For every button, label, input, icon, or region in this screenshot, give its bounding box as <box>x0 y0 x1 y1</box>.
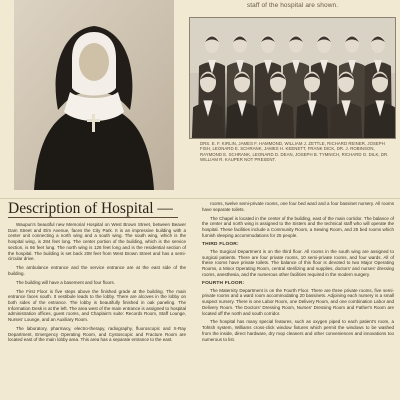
right-text-column <box>202 201 394 345</box>
body-paragraph: The ambulance entrance and the service entrance are at the east side of the building. <box>8 265 186 276</box>
body-paragraph: The building will have a basement and four floors. <box>16 279 116 285</box>
staff-photo-caption: DRS. E. F. KIRLIN, JAMES F. HAMMOND, WILLIAM J. ZETTLE, RICHARD REINER, JOSEPH FISH, LEONARD E. SCHRANK, JAMES H. KEENETT, FRANK DICK, DR. J. ROBINSON, RAYMOND E. SCHRANK, LEONARD D. DEAN, JOSEPH B. TYMNICH, RICHARD O. DILK, DR. WILLIAM R. KAUPER NOT PRESENT. <box>200 141 389 162</box>
fold-line <box>0 198 400 199</box>
body-paragraph: Waupun's beautiful new Memorial Hospital on West Brown Street, between Beaver Dam Street and Elm Avenue, faces the City Park. It is an impressive building with a center unit connecting a north wing and a south wing. The south wing, which is the hospital wing, is 284 feet long. The center portion of the building, which is the service section, is 66 feet long. The north wing is 126 feet long and is the residential section of the hospital. The building is set back 208 feet from West Brown Street and has a semi-circular drive. <box>8 222 186 262</box>
body-paragraph: The Surgical Department is on the third floor. All rooms in the south wing are assigned to surgical patients. There are four private rooms, 10 semi-private rooms, and four wards. All of these rooms have private toilets. The balance of this floor is devoted to two Major Operating Rooms, a Minor Operating Room, central sterilizing and supplies, doctors' and nurses' dressing rooms, anesthesia, and the numerous other facilities required in the modern surgery. <box>202 248 394 277</box>
body-paragraph: The First Floor is five steps above the finished grade at the building. The main entrance faces south. It vestibule leads to the lobby. There are alcoves in the lobby on both sides of the entrance. The lobby is beautifully finished in oak paneling. The Information Desk is at the left. The area west of the main entrance is assigned to hospital administration offices, guest rooms, and Chaplain's suite: Records Room, Staff Lounge, Nurses' Lounge, and an Auxiliary Room. <box>8 288 186 323</box>
body-paragraph: The laboratory, pharmacy, electro-therapy, radiography, fluoroscopic and X-Ray Department, Emergency Operating Room, and Cystoscopic and Fracture Room are located east of the main lobby area. This area has a separate entrance to the east. <box>8 326 186 343</box>
body-paragraph: The Maternity Department is on the Fourth Floor. There are three private rooms, five semi-private rooms and a ward room accommodating 20 bassinets. Adjoining each nursery is a small suspect nursery. There is one Labor Room, one Delivery Room, and one combination Labor and Delivery Room. The Doctors' Dressing Room, Nurses' Dressing Room and Father's Room are located off the north and south corridor. <box>202 287 394 316</box>
top-caption: staff of the hospital are shown. <box>246 2 339 9</box>
photo-sister <box>14 0 174 190</box>
body-paragraph: The hospital has many special features, such as oxygen piped to each patient's room, a Tohtsh system, Williams cross-click window fixtures which permit the windows to be washed from the inside, direct hardware, dry mop cleaners and other conveniences and innovations too numerous to list. <box>202 319 394 342</box>
medical-staff-group-image <box>190 18 395 138</box>
floor-heading: THIRD FLOOR: <box>202 241 239 247</box>
section-title: Description of Hospital — <box>8 200 173 217</box>
title-underline <box>8 217 178 218</box>
left-text-column <box>8 222 186 346</box>
sister-portrait-image <box>14 0 174 190</box>
floor-heading: FOURTH FLOOR: <box>202 280 245 286</box>
photo-medical-staff <box>189 17 396 139</box>
body-paragraph: rooms, twelve semi-private rooms, one four bed ward and a four bassinet nursery. All rooms have separate toilets. <box>202 201 394 212</box>
body-paragraph: The Chapel is located in the center of the building, east of the main corridor. The balance of the center and north wing is assigned to the Sisters and the technical staff who will operate the hospital. These facilities include a Community Room, a Sewing Room, and 25 bed rooms which furnish sleeping accommodations for 25 people. <box>202 215 394 238</box>
